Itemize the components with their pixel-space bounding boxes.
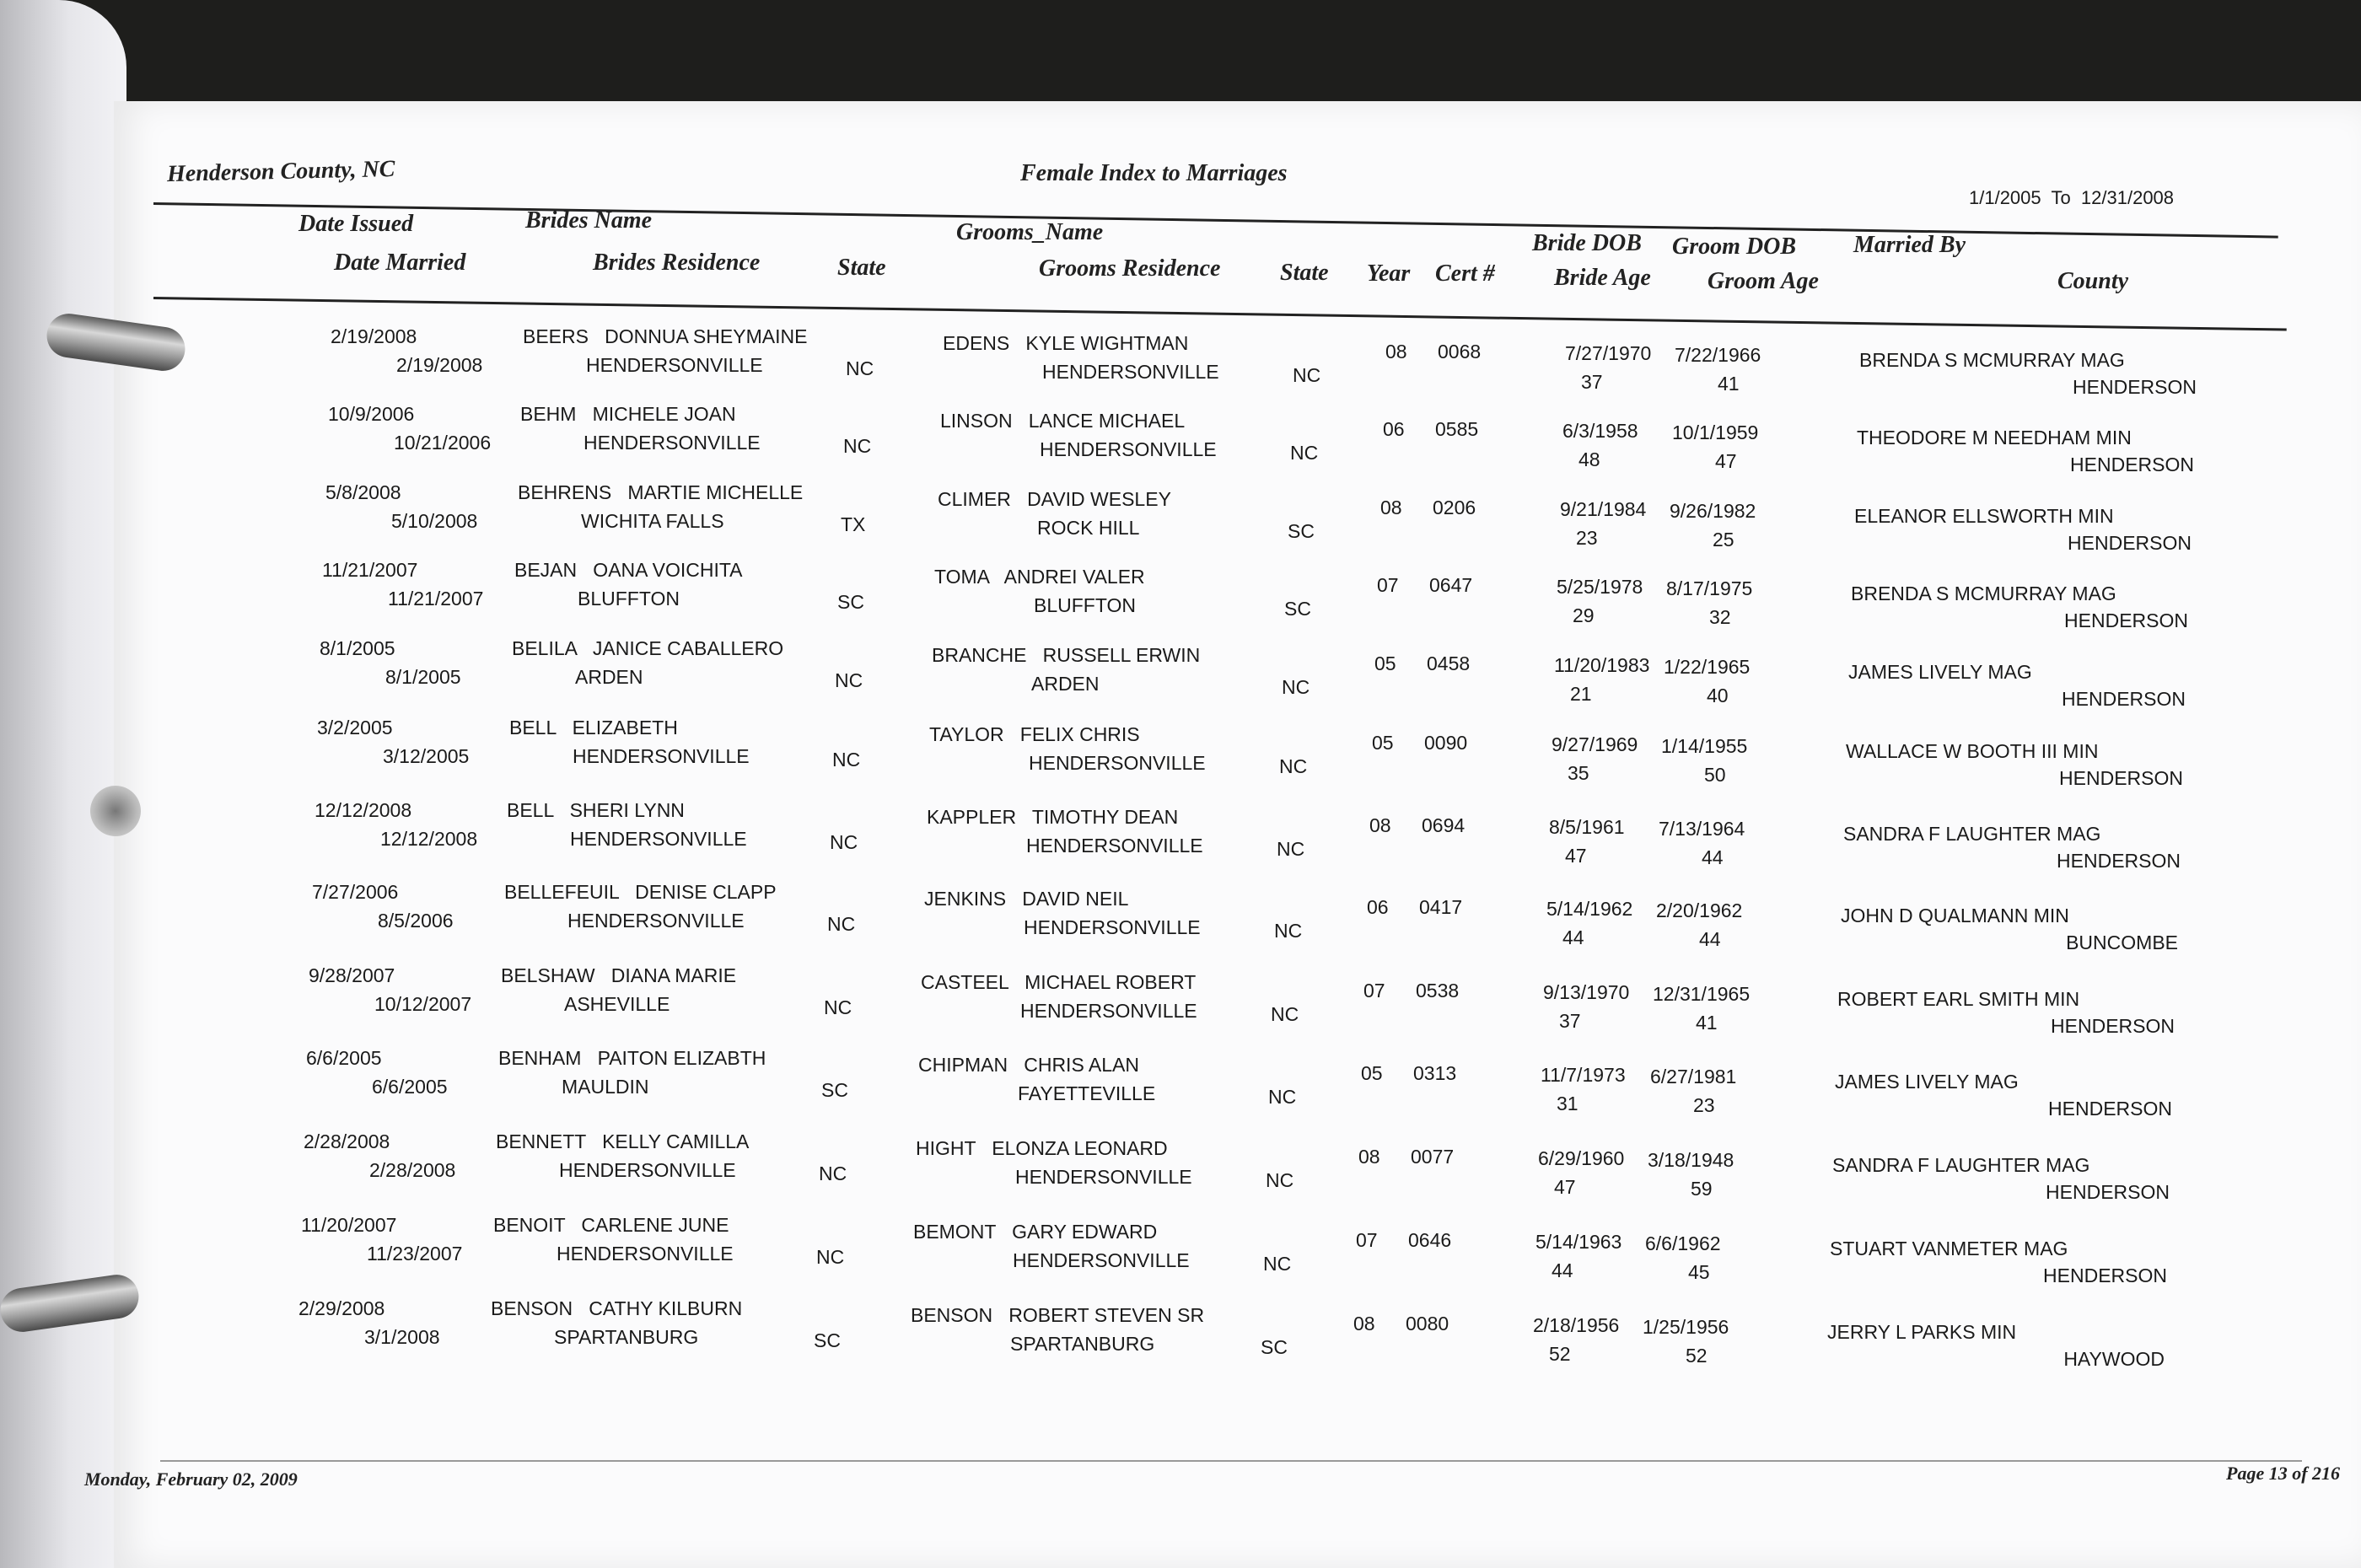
record-married-by: SANDRA F LAUGHTER MAG [1843, 823, 2101, 845]
record-groom-age: 32 [1709, 606, 1731, 628]
record-bride-residence: HENDERSONVILLE [567, 910, 745, 932]
record-date-married: 2/28/2008 [369, 1159, 456, 1181]
record-groom-state: NC [1263, 1253, 1292, 1275]
record-bride-dob: 11/20/1983 [1554, 654, 1650, 676]
record-date-married: 11/21/2007 [388, 588, 484, 609]
record-date-married: 8/1/2005 [385, 666, 461, 688]
record-bride-dob: 5/25/1978 [1557, 576, 1643, 598]
record-groom-name: EDENS KYLE WIGHTMAN [943, 332, 1189, 354]
record-year: 08 [1385, 341, 1407, 362]
record-bride-name: BELL SHERI LYNN [507, 799, 685, 821]
record-bride-name: BEHM MICHELE JOAN [520, 403, 736, 425]
record-year: 05 [1372, 732, 1394, 754]
record-year: 07 [1363, 980, 1385, 1001]
record-year: 05 [1374, 652, 1396, 674]
record-county: HENDERSON [2062, 688, 2186, 710]
record-bride-residence: ARDEN [575, 666, 643, 688]
record-bride-age: 35 [1568, 762, 1589, 784]
record-groom-name: HIGHT ELONZA LEONARD [916, 1137, 1168, 1159]
record-groom-residence: FAYETTEVILLE [1018, 1082, 1156, 1104]
record-groom-dob: 1/25/1956 [1643, 1316, 1729, 1338]
record-groom-residence: HENDERSONVILLE [1042, 361, 1219, 383]
record-bride-name: BENOIT CARLENE JUNE [493, 1214, 729, 1236]
record-groom-dob: 6/27/1981 [1650, 1066, 1737, 1087]
record-groom-age: 40 [1707, 685, 1729, 706]
col-bride-dob: Bride DOB [1532, 230, 1642, 256]
record-date-issued: 10/9/2006 [328, 403, 415, 425]
punch-hole [90, 786, 141, 836]
record-bride-age: 47 [1554, 1176, 1576, 1198]
record-married-by: JERRY L PARKS MIN [1827, 1321, 2017, 1343]
record-groom-state: NC [1279, 755, 1308, 777]
record-groom-age: 23 [1693, 1094, 1715, 1116]
record-bride-residence: MAULDIN [562, 1076, 649, 1098]
record-date-married: 2/19/2008 [396, 354, 483, 376]
record-bride-name: BEERS DONNUA SHEYMAINE [523, 325, 808, 347]
record-county: HENDERSON [2059, 767, 2183, 789]
record-groom-dob: 7/13/1964 [1659, 818, 1745, 840]
record-cert-number: 0313 [1413, 1062, 1457, 1084]
record-cert-number: 0206 [1433, 497, 1476, 518]
record-groom-state: NC [1274, 920, 1303, 942]
record-groom-age: 59 [1691, 1178, 1713, 1200]
record-year: 06 [1383, 418, 1405, 440]
col-county: County [2057, 268, 2129, 294]
record-date-issued: 5/8/2008 [325, 481, 401, 503]
record-bride-residence: HENDERSONVILLE [586, 354, 763, 376]
record-bride-age: 37 [1581, 371, 1603, 393]
binder-cover [0, 0, 126, 1568]
record-married-by: SANDRA F LAUGHTER MAG [1832, 1154, 2090, 1176]
record-groom-residence: HENDERSONVILLE [1013, 1249, 1190, 1271]
col-bride-age: Bride Age [1554, 265, 1651, 291]
record-bride-dob: 8/5/1961 [1549, 816, 1625, 838]
col-brides-residence: Brides Residence [593, 250, 761, 276]
record-county: HAYWOOD [2063, 1348, 2165, 1370]
record-groom-age: 44 [1699, 928, 1721, 950]
record-groom-state: NC [1271, 1003, 1299, 1025]
record-bride-state: SC [821, 1079, 848, 1101]
record-bride-age: 48 [1578, 448, 1600, 470]
record-groom-age: 41 [1696, 1012, 1718, 1034]
record-married-by: ROBERT EARL SMITH MIN [1837, 988, 2080, 1010]
record-groom-name: TOMA ANDREI VALER [934, 566, 1145, 588]
record-bride-dob: 6/29/1960 [1538, 1147, 1625, 1169]
record-bride-age: 31 [1557, 1093, 1578, 1114]
record-bride-dob: 2/18/1956 [1533, 1314, 1620, 1336]
record-bride-age: 44 [1552, 1259, 1573, 1281]
record-date-issued: 6/6/2005 [306, 1047, 382, 1069]
record-married-by: JOHN D QUALMANN MIN [1841, 905, 2069, 926]
record-bride-dob: 9/13/1970 [1543, 981, 1630, 1003]
date-range: 1/1/2005 To 12/31/2008 [1969, 187, 2175, 208]
record-date-issued: 3/2/2005 [317, 717, 393, 738]
record-bride-name: BENNETT KELLY CAMILLA [496, 1130, 750, 1152]
record-bride-residence: HENDERSONVILLE [557, 1243, 734, 1265]
record-groom-residence: ARDEN [1031, 673, 1100, 695]
record-bride-dob: 5/14/1963 [1535, 1231, 1622, 1253]
record-date-issued: 8/1/2005 [320, 637, 395, 659]
record-groom-state: NC [1290, 442, 1319, 464]
record-county: HENDERSON [2051, 1015, 2175, 1037]
record-cert-number: 0090 [1424, 732, 1468, 754]
record-year: 08 [1353, 1313, 1375, 1334]
col-grooms-residence: Grooms Residence [1039, 255, 1221, 282]
record-date-issued: 2/19/2008 [331, 325, 417, 347]
record-county: HENDERSON [2068, 532, 2192, 554]
record-married-by: JAMES LIVELY MAG [1835, 1071, 2019, 1093]
col-grooms-name: Grooms_Name [956, 219, 1104, 245]
record-date-issued: 11/20/2007 [301, 1214, 397, 1236]
record-cert-number: 0646 [1408, 1229, 1452, 1251]
record-bride-state: NC [843, 435, 872, 457]
record-bride-residence: BLUFFTON [578, 588, 680, 609]
col-state-groom: State [1280, 260, 1329, 286]
col-groom-dob: Groom DOB [1672, 234, 1797, 260]
col-date-married: Date Married [334, 250, 466, 276]
record-groom-dob: 9/26/1982 [1670, 500, 1756, 522]
record-bride-age: 21 [1570, 683, 1592, 705]
record-groom-age: 50 [1704, 764, 1726, 786]
record-bride-age: 37 [1559, 1010, 1581, 1032]
record-groom-name: BEMONT GARY EDWARD [913, 1221, 1158, 1243]
record-cert-number: 0080 [1406, 1313, 1449, 1334]
record-bride-age: 47 [1565, 845, 1587, 867]
record-year: 08 [1358, 1146, 1380, 1168]
record-groom-dob: 10/1/1959 [1672, 422, 1759, 443]
record-groom-age: 47 [1715, 450, 1737, 472]
record-married-by: BRENDA S MCMURRAY MAG [1851, 583, 2116, 604]
record-bride-state: NC [832, 749, 861, 771]
record-cert-number: 0585 [1435, 418, 1479, 440]
record-bride-residence: HENDERSONVILLE [570, 828, 747, 850]
col-state-bride: State [837, 255, 886, 281]
record-date-issued: 2/29/2008 [298, 1297, 385, 1319]
record-groom-residence: HENDERSONVILLE [1020, 1000, 1197, 1022]
record-bride-name: BEHRENS MARTIE MICHELLE [518, 481, 804, 503]
record-bride-age: 29 [1573, 604, 1595, 626]
record-bride-name: BELILA JANICE CABALLERO [512, 637, 784, 659]
col-groom-age: Groom Age [1708, 268, 1819, 294]
record-bride-state: NC [835, 669, 863, 691]
record-groom-residence: HENDERSONVILLE [1029, 752, 1206, 774]
record-year: 06 [1367, 896, 1389, 918]
record-groom-dob: 2/20/1962 [1656, 899, 1743, 921]
record-cert-number: 0458 [1427, 652, 1471, 674]
record-bride-residence: ASHEVILLE [564, 993, 670, 1015]
record-county: HENDERSON [2064, 609, 2188, 631]
record-groom-name: KAPPLER TIMOTHY DEAN [927, 806, 1179, 828]
record-groom-residence: SPARTANBURG [1010, 1333, 1155, 1355]
record-bride-residence: HENDERSONVILLE [584, 432, 761, 454]
record-groom-state: NC [1266, 1169, 1294, 1191]
record-year: 08 [1380, 497, 1402, 518]
record-groom-dob: 3/18/1948 [1648, 1149, 1734, 1171]
record-groom-residence: HENDERSONVILLE [1015, 1166, 1192, 1188]
record-date-issued: 12/12/2008 [315, 799, 412, 821]
record-cert-number: 0647 [1429, 574, 1473, 596]
record-bride-residence: WICHITA FALLS [581, 510, 724, 532]
record-groom-age: 52 [1686, 1345, 1708, 1367]
record-bride-state: SC [837, 591, 864, 613]
col-year: Year [1367, 260, 1411, 287]
record-date-married: 8/5/2006 [378, 910, 454, 932]
record-bride-age: 44 [1562, 926, 1584, 948]
record-groom-name: LINSON LANCE MICHAEL [940, 410, 1186, 432]
record-date-issued: 2/28/2008 [304, 1130, 390, 1152]
record-groom-residence: HENDERSONVILLE [1026, 835, 1203, 856]
record-groom-name: CLIMER DAVID WESLEY [938, 488, 1171, 510]
report-title: Female Index to Marriages [1020, 160, 1288, 186]
record-groom-state: NC [1277, 838, 1305, 860]
record-date-married: 10/12/2007 [374, 993, 472, 1015]
record-groom-state: NC [1268, 1086, 1297, 1108]
record-groom-name: CASTEEL MICHAEL ROBERT [921, 971, 1197, 993]
record-cert-number: 0694 [1422, 814, 1466, 836]
record-groom-residence: HENDERSONVILLE [1024, 916, 1201, 938]
record-groom-age: 41 [1718, 373, 1740, 395]
record-bride-state: TX [841, 513, 866, 535]
page-number: Page 13 of 216 [2226, 1463, 2341, 1484]
record-bride-name: BENSON CATHY KILBURN [491, 1297, 743, 1319]
record-bride-name: BELSHAW DIANA MARIE [501, 964, 737, 986]
record-groom-dob: 12/31/1965 [1653, 983, 1751, 1005]
record-county: BUNCOMBE [2066, 932, 2178, 953]
record-bride-dob: 7/27/1970 [1565, 342, 1652, 364]
record-groom-state: NC [1282, 676, 1310, 698]
col-married-by: Married By [1853, 232, 1966, 258]
record-county: HENDERSON [2043, 1265, 2167, 1286]
record-groom-dob: 6/6/1962 [1645, 1232, 1721, 1254]
record-married-by: WALLACE W BOOTH III MIN [1846, 740, 2099, 762]
record-groom-state: NC [1293, 364, 1321, 386]
col-cert: Cert # [1435, 260, 1495, 287]
record-groom-dob: 1/14/1955 [1661, 735, 1748, 757]
record-bride-name: BEJAN OANA VOICHITA [514, 559, 743, 581]
record-bride-residence: HENDERSONVILLE [559, 1159, 736, 1181]
record-date-issued: 7/27/2006 [312, 881, 399, 903]
record-bride-name: BENHAM PAITON ELIZABTH [498, 1047, 766, 1069]
record-date-married: 10/21/2006 [394, 432, 492, 454]
record-groom-residence: ROCK HILL [1037, 517, 1140, 539]
record-groom-dob: 8/17/1975 [1666, 577, 1753, 599]
record-bride-state: NC [830, 831, 858, 853]
record-bride-dob: 11/7/1973 [1541, 1064, 1626, 1086]
record-groom-name: BRANCHE RUSSELL ERWIN [932, 644, 1201, 666]
record-bride-dob: 6/3/1958 [1562, 420, 1638, 442]
record-married-by: ELEANOR ELLSWORTH MIN [1854, 505, 2114, 527]
record-groom-name: TAYLOR FELIX CHRIS [929, 723, 1140, 745]
county-title: Henderson County, NC [166, 155, 395, 188]
record-groom-state: SC [1284, 598, 1311, 620]
record-bride-residence: HENDERSONVILLE [573, 745, 750, 767]
record-year: 05 [1361, 1062, 1383, 1084]
record-married-by: THEODORE M NEEDHAM MIN [1857, 427, 2132, 448]
record-date-married: 11/23/2007 [367, 1243, 463, 1265]
record-bride-name: BELL ELIZABETH [509, 717, 678, 738]
record-bride-state: NC [824, 996, 852, 1018]
record-bride-age: 23 [1576, 527, 1598, 549]
record-groom-age: 44 [1702, 846, 1724, 868]
record-date-married: 12/12/2008 [380, 828, 478, 850]
record-year: 07 [1356, 1229, 1378, 1251]
record-groom-name: BENSON ROBERT STEVEN SR [911, 1304, 1205, 1326]
record-bride-dob: 9/27/1969 [1552, 733, 1638, 755]
record-county: HENDERSON [2073, 376, 2197, 398]
record-cert-number: 0417 [1419, 896, 1463, 918]
record-groom-state: SC [1288, 520, 1315, 542]
footer-rule [160, 1460, 2302, 1462]
record-groom-age: 45 [1688, 1261, 1710, 1283]
record-married-by: STUART VANMETER MAG [1830, 1238, 2068, 1259]
record-bride-name: BELLEFEUIL DENISE CLAPP [504, 881, 777, 903]
record-year: 08 [1369, 814, 1391, 836]
record-bride-dob: 9/21/1984 [1560, 498, 1647, 520]
record-date-issued: 11/21/2007 [322, 559, 418, 581]
record-groom-name: JENKINS DAVID NEIL [924, 888, 1129, 910]
record-year: 07 [1377, 574, 1399, 596]
col-brides-name: Brides Name [525, 207, 653, 234]
record-county: HENDERSON [2048, 1098, 2172, 1120]
record-bride-state: NC [819, 1163, 847, 1184]
record-groom-age: 25 [1713, 529, 1734, 550]
record-county: HENDERSON [2057, 850, 2181, 872]
record-date-married: 3/1/2008 [364, 1326, 440, 1348]
record-cert-number: 0538 [1416, 980, 1460, 1001]
record-groom-state: SC [1261, 1336, 1288, 1358]
record-groom-name: CHIPMAN CHRIS ALAN [918, 1054, 1139, 1076]
col-date-issued: Date Issued [298, 211, 414, 237]
record-married-by: BRENDA S MCMURRAY MAG [1859, 349, 2125, 371]
record-date-married: 3/12/2005 [383, 745, 470, 767]
record-married-by: JAMES LIVELY MAG [1848, 661, 2032, 683]
record-groom-residence: HENDERSONVILLE [1040, 438, 1217, 460]
record-date-married: 5/10/2008 [391, 510, 478, 532]
record-groom-dob: 1/22/1965 [1664, 656, 1751, 678]
record-county: HENDERSON [2070, 454, 2194, 475]
record-bride-state: SC [814, 1329, 841, 1351]
record-bride-dob: 5/14/1962 [1546, 898, 1633, 920]
record-cert-number: 0068 [1438, 341, 1482, 362]
printed-date: Monday, February 02, 2009 [84, 1469, 298, 1490]
record-bride-state: NC [846, 357, 874, 379]
record-bride-residence: SPARTANBURG [554, 1326, 699, 1348]
record-date-married: 6/6/2005 [372, 1076, 448, 1098]
record-groom-residence: BLUFFTON [1034, 594, 1136, 616]
record-date-issued: 9/28/2007 [309, 964, 395, 986]
record-cert-number: 0077 [1411, 1146, 1455, 1168]
record-county: HENDERSON [2046, 1181, 2170, 1203]
record-bride-state: NC [827, 913, 856, 935]
record-bride-age: 52 [1549, 1343, 1571, 1365]
record-bride-state: NC [816, 1246, 845, 1268]
record-groom-dob: 7/22/1966 [1675, 344, 1761, 366]
